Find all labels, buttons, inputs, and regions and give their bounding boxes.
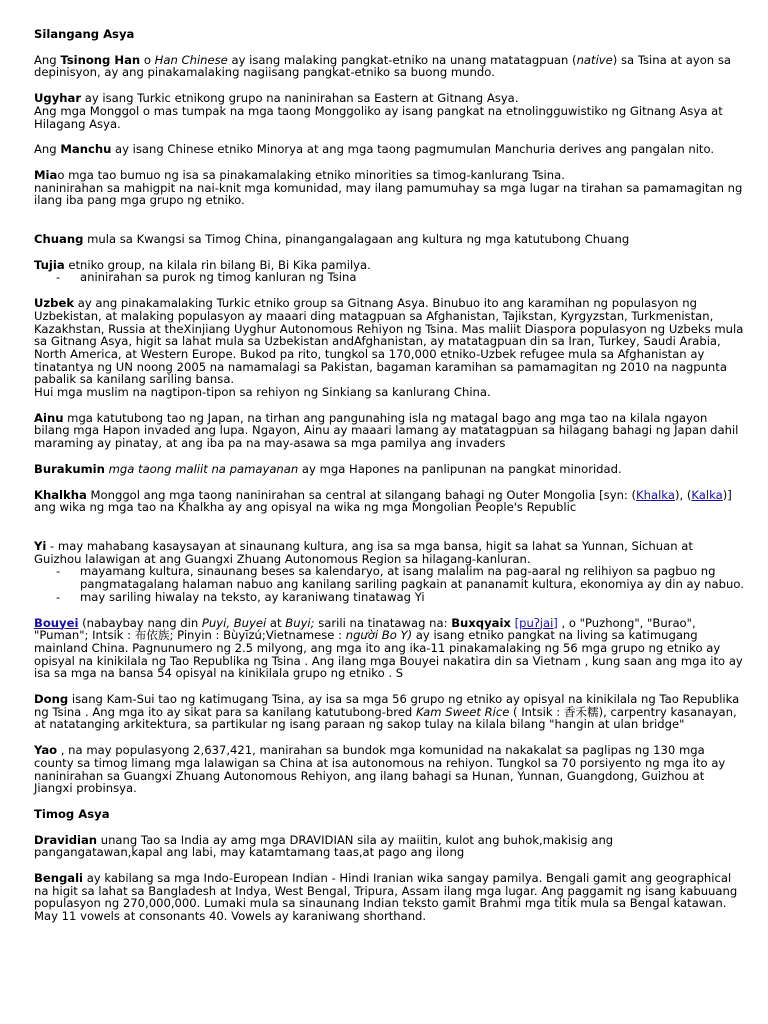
entry-burakumin: Burakumin mga taong maliit na pamayanan ay mga Hapones na panlipunan na pangkat minoridad. bbox=[34, 461, 622, 476]
entry-bengali: Bengali ay kabilang sa mga Indo-European Indian - Hindi Iranian wika sangay pamilya. Bengali gamit ang geographical na higit sa lahat sa Bangladesh at Indya, West Bengal, Tripura, Assam ilang mga lugar. Ang paggamit ng isang kabuuang populasyon ng 270,000,000. Lumaki mula sa sinaunang Indian teksto gamit Brahmi mga titik mula sa Bengal katawan. May 11 vowels at consonants 40. Vowels ay karaniwang shorthand. bbox=[34, 871, 738, 924]
entry-dong: Dong isang Kam-Sui tao ng katimugang Tsina, ay isa sa mga 56 grupo ng etniko ay opisyal na kinikilala ng Tao Republika ng Tsina . Ang mga ito ay sikat para sa kanilang katutubong-bred Kam Sweet Rice ( Intsik : 香禾糯), carpentry kasanayan, at natatanging arkitektura, sa partikular ng isang paraan ng sakop tulay na kilala bilang "hangin at ulan bridge" bbox=[34, 692, 740, 732]
term-dong: Dong bbox=[34, 692, 69, 707]
link-kalka[interactable]: Kalka bbox=[691, 487, 723, 502]
term-ainu: Ainu bbox=[34, 410, 64, 425]
entry-dravidian: Dravidian unang Tao sa India ay amg mga DRAVIDIAN sila ay maiitin, kulot ang buhok,makisig ang pangangatawan,kapal ang labi, may katamtamang taas,at pago ang ilong bbox=[34, 832, 614, 860]
entry-miao: Miao mga tao bumuo ng isa sa pinakamalaking etniko minorities sa timog-kanlurang Tsina. bbox=[34, 167, 565, 182]
term-uzbek: Uzbek bbox=[34, 296, 75, 311]
entry-monggol: Ang mga Monggol o mas tumpak na mga taong Monggoliko ay isang pangkat na etnolingguwistiko ng Gitnang Asya at Hilagang Asya. bbox=[34, 103, 723, 131]
term-miao: Mia bbox=[34, 167, 58, 182]
term-manchu: Manchu bbox=[60, 142, 112, 157]
entry-uzbek: Uzbek ay ang pinakamalaking Turkic etniko group sa Gitnang Asya. Binubuo ito ang karamihan ng populasyon ng Uzbekistan, at malaking populasyon ay maaari ding matagpuan sa Afghanistan, Tajikstan, Kyrgyzstan, Turkmenistan, Kazakhstan, Russia at theXinjiang Uyghur Autonomous Rehiyon ng Tsina. Mas maliit Diaspora populasyon ng Uzbeks mula sa Gitnang Asya, higit sa lahat mula sa Uzbekistan andAfghanistan, ay matatagpuan din sa Iran, Turkey, Saudi Arabia, North America, at Western Europe. Bukod pa rito, tungkol sa 170,000 etniko-Uzbek refugee mula sa Afghanistan ay tinatantya ng UN noong 2005 na namamalagi sa Pakistan, bagaman karamihan sa pamamagitan ng 2010 na nagpunta pabalik sa kanilang sariling bansa. bbox=[34, 296, 744, 387]
tujia-bullet-list bbox=[34, 271, 744, 284]
term-ugyhar: Ugyhar bbox=[34, 91, 82, 106]
list-item: - mayamang kultura, sinaunang beses sa kalendaryo, at isang malalim na pag-aaral ng relihiyon sa pagbuo ng pangmatagalang halaman nabuo ang kanilang sariling pagkain at pananamit kultura, ekonomiya ay din ay nabuo. bbox=[80, 565, 744, 590]
entry-ugyhar: Ugyhar ay isang Turkic etnikong grupo na naninirahan sa Eastern at Gitnang Asya. bbox=[34, 91, 519, 106]
link-bouyei[interactable]: Bouyei bbox=[34, 615, 79, 630]
link-ipa[interactable]: [puʔjai] bbox=[514, 615, 558, 630]
entry-tsinong-han: Ang Tsinong Han o Han Chinese ay isang malaking pangkat-etniko na unang matatagpuan (native) sa Tsina at ayon sa depinisyon, ay ang pinakamalaking nagiisang pangkat-etniko sa buong mundo. bbox=[34, 52, 731, 80]
term-tsinong-han: Tsinong Han bbox=[60, 52, 141, 67]
entry-manchu: Ang Manchu ay isang Chinese etniko Minorya at ang mga taong pagmumulan Manchuria derives ang pangalan nito. bbox=[34, 142, 715, 157]
term-burakumin: Burakumin bbox=[34, 461, 105, 476]
entry-bouyei: Bouyei (nabaybay nang din Puyi, Buyei at Buyi; sarili na tinatawag na: Buxqyaix [puʔjai] , o "Puzhong", "Burao", "Puman"; Intsik : 布依族; Pinyin : Bùyīzú;Vietnamese : người Bo Y) ay isang etniko pangkat na living sa katimugang mainland China. Pagnunumero ng 2.5 milyong, ang mga ito ang ika-11 pinakamalaking ng 56 mga grupo ng etniko ay opisyal na kinikilala ng Tao Republika ng Tsina . Ang ilang mga Bouyei nakatira din sa Vietnam , kung saan ang mga ito ay isa sa mga na bansa 54 opisyal na kinikilala grupo ng etniko . S bbox=[34, 615, 743, 681]
entry-miao-2: naninirahan sa mahigpit na nai-knit mga komunidad, may ilang pamumuhay sa mga lugar na tirahan sa pamamagitan ng ilang iba pang mga grupo ng etniko. bbox=[34, 180, 743, 208]
term-yao: Yao bbox=[34, 743, 58, 758]
term-khalkha: Khalkha bbox=[34, 487, 87, 502]
document-page bbox=[34, 28, 744, 923]
yi-bullet-list bbox=[34, 565, 744, 603]
term-tujia: Tujia bbox=[34, 257, 65, 272]
entry-khalkha: Khalkha Monggol ang mga taong naninirahan sa central at silangang bahagi ng Outer Mongolia [syn: (Khalka), (Kalka)] ang wika ng mga tao na Khalkha ay ang opisyal na wika ng mga Mongolian People's Republic bbox=[34, 487, 732, 515]
term-yi: Yi bbox=[34, 538, 47, 553]
entry-ainu: Ainu mga katutubong tao ng Japan, na tirhan ang pangunahing isla ng matagal bago ang mga tao na kilala ngayon bilang mga Hapon invaded ang lupa. Ngayon, Ainu ay maaari lamang ay matatagpuan sa hilagang bahagi ng Japan dahil maraming ay pinatay, at ang iba pa na may-asawa sa mga pamilya ang invaders bbox=[34, 410, 739, 451]
list-item: - aninirahan sa purok ng timog kanluran ng Tsina bbox=[80, 271, 744, 284]
term-chuang: Chuang bbox=[34, 232, 84, 247]
list-item: - may sariling hiwalay na teksto, ay karaniwang tinatawag Yi bbox=[80, 591, 744, 604]
link-khalka[interactable]: Khalka bbox=[636, 487, 675, 502]
section-heading-east-asia: Silangang Asya bbox=[34, 27, 135, 41]
entry-chuang: Chuang mula sa Kwangsi sa Timog China, pinangangalagaan ang kultura ng mga katutubong Chuang bbox=[34, 232, 630, 247]
section-heading-south-asia: Timog Asya bbox=[34, 806, 110, 821]
term-dravidian: Dravidian bbox=[34, 832, 98, 847]
entry-yi: Yi - may mahabang kasaysayan at sinaunang kultura, ang isa sa mga bansa, higit sa lahat sa Yunnan, Sichuan at Guizhou lalawigan at ang Guangxi Zhuang Autonomous Region sa hilagang-kanluran. bbox=[34, 538, 693, 566]
entry-yao: Yao , na may populasyong 2,637,421, manirahan sa bundok mga komunidad na nakakalat sa paglipas ng 130 mga county sa timog limang mga lalawigan sa China at isa autonomous na rehiyon. Tungkol sa 70 porsiyento ng mga ito ay naninirahan sa Guangxi Zhuang Autonomous Rehiyon, ang ilang bahagi sa Hunan, Yunnan, Guangdong, Guizhou at Jiangxi probinsya. bbox=[34, 743, 726, 796]
term-bengali: Bengali bbox=[34, 871, 84, 886]
entry-tujia: Tujia etniko group, na kilala rin bilang Bi, Bi Kika pamilya. bbox=[34, 257, 371, 272]
entry-hui: Hui mga muslim na nagtipon-tipon sa rehiyon ng Sinkiang sa kanlurang China. bbox=[34, 385, 491, 400]
